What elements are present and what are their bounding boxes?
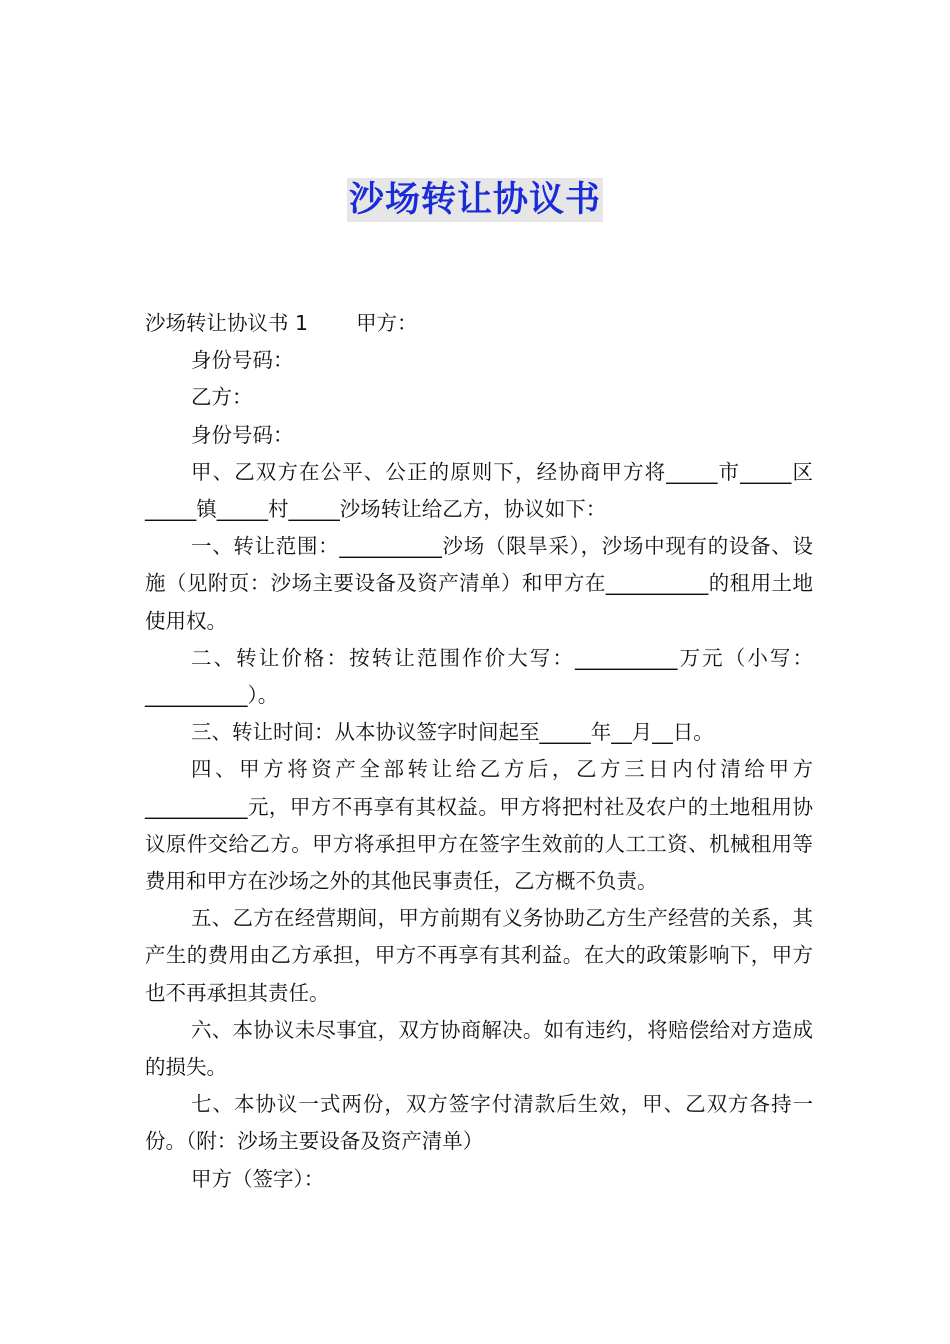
document-body (145, 305, 813, 1198)
heading-label: 沙场转让协议书 1 (145, 311, 309, 335)
clause-2-price: 二、转让价格：按转让范围作价大写：__________万元（小写：__________）。 (145, 645, 813, 708)
party-a-id-label: 身份号码： (191, 348, 294, 373)
clause-5-operation: 五、乙方在经营期间，甲方前期有义务协助乙方生产经营的关系，其产生的费用由乙方承担，甲方不再享有其利益。在大的政策影响下，甲方也不再承担其责任。 (145, 906, 813, 1005)
title-block (0, 178, 950, 228)
clause-4-payment: 四、甲方将资产全部转让给乙方后，乙方三日内付清给甲方__________元，甲方不再享有其权益。甲方将把村社及农户的土地租用协议原件交给乙方。甲方将承担甲方在签字生效前的人工工资、机械租用等费用和甲方在沙场之外的其他民事责任，乙方概不负责。 (145, 757, 813, 894)
party-b-id-label: 身份号码： (191, 422, 294, 447)
document-title: 沙场转让协议书 (348, 180, 601, 220)
opening-line (145, 305, 813, 342)
clause-7-copies: 七、本协议一式两份，双方签字付清款后生效，甲、乙双方各持一份。（附：沙场主要设备及资产清单） (145, 1092, 813, 1154)
party-b-label: 乙方： (191, 385, 253, 410)
clause-6-disputes: 六、本协议未尽事宜，双方协商解决。如有违约，将赔偿给对方造成的损失。 (145, 1017, 813, 1080)
clause-3-time: 三、转让时间：从本协议签字时间起至_____年__月__日。 (191, 720, 714, 745)
preamble-paragraph: 甲、乙双方在公平、公正的原则下，经协商甲方将_____市_____区_____镇_____村_____沙场转让给乙方，协议如下： (145, 459, 813, 522)
party-a-signature-label: 甲方（签字）： (191, 1166, 325, 1191)
party-a-label: 甲方： (356, 311, 418, 335)
clause-1-scope: 一、转让范围：__________沙场（限旱采），沙场中现有的设备、设施（见附页：沙场主要设备及资产清单）和甲方在__________的租用土地使用权。 (145, 534, 813, 633)
